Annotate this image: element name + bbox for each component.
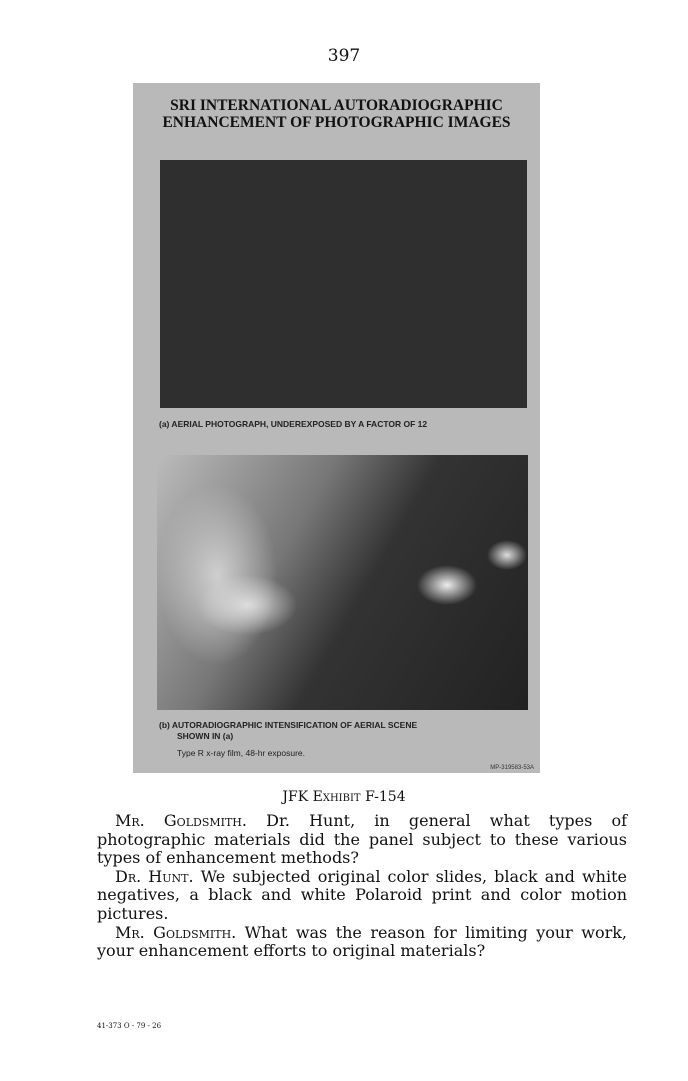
speaker: Mr. Goldsmith. (115, 922, 237, 942)
exhibit-word: Exhibit (312, 789, 361, 805)
page-number: 397 (327, 46, 361, 66)
caption-a: (a) AERIAL PHOTOGRAPH, UNDEREXPOSED BY A FACTOR OF 12 (159, 419, 428, 429)
figure-title-line-1: SRI INTERNATIONAL AUTORADIOGRAPHIC (170, 97, 503, 114)
speaker: Mr. Goldsmith. (115, 811, 247, 830)
figure-title-line-2: ENHANCEMENT OF PHOTOGRAPHIC IMAGES (162, 114, 511, 131)
paragraph (97, 924, 627, 961)
paragraph (97, 812, 627, 868)
underexposed-aerial-photo (160, 160, 527, 408)
exhibit-number: F-154 (365, 789, 406, 805)
enhanced-aerial-photo (157, 455, 528, 710)
paragraph-text: We subjected original color slides, black and white negatives, a black and white Polaroid print and color motion pictures. (97, 866, 627, 923)
print-code-footer: 41-373 O - 79 - 26 (97, 1022, 162, 1030)
paragraph-text: What was the reason for limiting your work, your enhancement efforts to original materials? (97, 922, 628, 961)
speaker: Dr. Hunt. (115, 866, 194, 886)
figure-title (133, 97, 540, 131)
paragraph-text: Dr. Hunt, in general what types of photographic materials did the panel subject to these various types of enhancement methods? (97, 811, 628, 868)
figure-code: MP-319583-53A (490, 765, 534, 771)
testimony-text (97, 812, 627, 961)
exhibit-label (0, 789, 688, 805)
exhibit-prefix: JFK (282, 789, 309, 805)
exhibit-figure (133, 83, 540, 773)
caption-b-line-3: Type R x-ray film, 48-hr exposure. (177, 748, 306, 758)
caption-b-line-2: SHOWN IN (a) (177, 731, 234, 741)
paragraph (97, 868, 627, 924)
caption-b-line-1: (b) AUTORADIOGRAPHIC INTENSIFICATION OF AERIAL SCENE (159, 720, 418, 730)
